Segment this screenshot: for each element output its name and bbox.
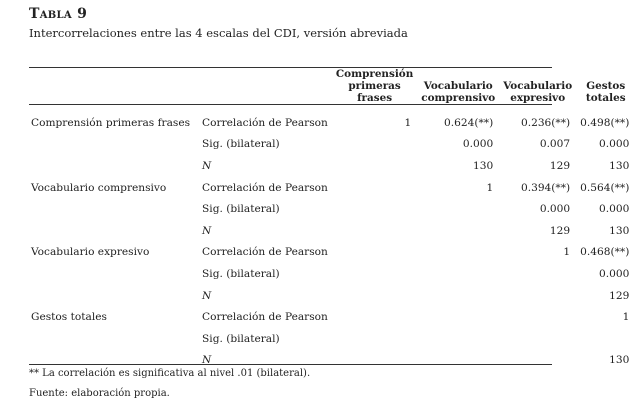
table-row bbox=[29, 177, 635, 199]
table-cell: 1 bbox=[486, 181, 494, 194]
table-cell: 0.000 bbox=[462, 138, 494, 151]
row-statistic-label: N bbox=[202, 159, 212, 172]
table-cell: 130 bbox=[472, 159, 494, 172]
table-row bbox=[29, 285, 635, 307]
table-cell bbox=[417, 328, 499, 350]
table-footnote: ** La correlación es significativa al nivel .01 (bilateral). bbox=[29, 368, 311, 379]
row-statistic-label: Correlación de Pearson bbox=[202, 246, 328, 259]
table-cell: 129 bbox=[549, 224, 571, 237]
row-variable-label: Vocabulario expresivo bbox=[31, 246, 150, 259]
table-cell bbox=[332, 328, 417, 350]
table-cell bbox=[332, 198, 417, 220]
table-cell: 0.007 bbox=[539, 138, 571, 151]
table-cell bbox=[576, 328, 635, 350]
table-cell bbox=[332, 306, 417, 328]
column-header: Vocabulario expresivo bbox=[503, 80, 573, 104]
table-cell: 1 bbox=[563, 246, 571, 259]
table-cell bbox=[332, 177, 417, 199]
table-row bbox=[29, 198, 635, 220]
row-variable-label bbox=[29, 198, 194, 220]
correlation-table bbox=[29, 68, 635, 371]
table-cell bbox=[332, 134, 417, 156]
table-source: Fuente: elaboración propia. bbox=[29, 388, 170, 399]
row-statistic-label: Sig. (bilateral) bbox=[202, 138, 280, 151]
table-cell: 0.624(**) bbox=[444, 116, 494, 129]
table-cell: 0.000 bbox=[599, 267, 630, 280]
table-row bbox=[29, 263, 635, 285]
table-cell bbox=[332, 155, 417, 177]
table-cell bbox=[417, 285, 499, 307]
table-cell: 0.498(**) bbox=[580, 116, 630, 129]
table-row bbox=[29, 306, 635, 328]
row-variable-label bbox=[29, 285, 194, 307]
row-variable-label bbox=[29, 155, 194, 177]
table-cell: 130 bbox=[609, 159, 630, 172]
header-blank-variable bbox=[29, 68, 194, 108]
row-statistic-label: Correlación de Pearson bbox=[202, 311, 328, 324]
table-cell bbox=[499, 263, 576, 285]
table-cell bbox=[417, 263, 499, 285]
table-cell: 0.394(**) bbox=[520, 181, 571, 194]
row-statistic-label: N bbox=[202, 289, 212, 302]
table-cell bbox=[417, 242, 499, 264]
table-label: Tabla 9 bbox=[29, 6, 88, 22]
table-cell: 0.000 bbox=[599, 203, 630, 216]
table-title: Intercorrelaciones entre las 4 escalas del CDI, versión abreviada bbox=[29, 26, 408, 40]
table-cell bbox=[332, 220, 417, 242]
row-variable-label bbox=[29, 134, 194, 156]
header-blank-statistic bbox=[194, 68, 332, 108]
table-cell bbox=[417, 350, 499, 372]
table-body bbox=[29, 108, 635, 371]
table-cell bbox=[499, 350, 576, 372]
row-statistic-label: Correlación de Pearson bbox=[202, 116, 328, 129]
row-statistic-label: N bbox=[202, 224, 212, 237]
row-variable-label bbox=[29, 263, 194, 285]
table-cell bbox=[332, 242, 417, 264]
table-row bbox=[29, 155, 635, 177]
table-cell: 0.236(**) bbox=[520, 116, 571, 129]
row-variable-label bbox=[29, 220, 194, 242]
row-statistic-label: Correlación de Pearson bbox=[202, 181, 328, 194]
table-cell bbox=[332, 263, 417, 285]
table-cell: 130 bbox=[609, 354, 630, 367]
row-variable-label bbox=[29, 328, 194, 350]
table-row bbox=[29, 242, 635, 264]
table-cell: 1 bbox=[622, 311, 630, 324]
table-cell: 1 bbox=[404, 116, 412, 129]
table-cell: 129 bbox=[609, 289, 630, 302]
table-row bbox=[29, 134, 635, 156]
table-cell bbox=[417, 198, 499, 220]
table-cell bbox=[332, 285, 417, 307]
table-cell: 129 bbox=[549, 159, 571, 172]
row-variable-label: Comprensión primeras frases bbox=[31, 116, 191, 129]
table-header-row bbox=[29, 68, 635, 108]
column-header: Vocabulario comprensivo bbox=[421, 80, 496, 104]
table-cell bbox=[499, 306, 576, 328]
row-statistic-label: Sig. (bilateral) bbox=[202, 267, 280, 280]
table-row bbox=[29, 220, 635, 242]
table-cell: 0.000 bbox=[539, 203, 571, 216]
table-row bbox=[29, 328, 635, 350]
table-cell bbox=[417, 306, 499, 328]
row-variable-label: Vocabulario comprensivo bbox=[31, 181, 167, 194]
table-row bbox=[29, 108, 635, 134]
table-cell bbox=[332, 350, 417, 372]
table-cell: 130 bbox=[609, 224, 630, 237]
row-statistic-label: Sig. (bilateral) bbox=[202, 332, 280, 345]
table-cell bbox=[417, 220, 499, 242]
table-cell bbox=[499, 285, 576, 307]
table-cell bbox=[499, 328, 576, 350]
column-header: Comprensión primeras frases bbox=[335, 68, 414, 104]
row-variable-label: Gestos totales bbox=[31, 311, 107, 324]
table-cell: 0.000 bbox=[599, 138, 630, 151]
row-statistic-label: Sig. (bilateral) bbox=[202, 203, 280, 216]
table-cell: 0.564(**) bbox=[580, 181, 630, 194]
column-header: Gestos totales bbox=[585, 80, 626, 104]
table-cell: 0.468(**) bbox=[580, 246, 630, 259]
row-statistic-label: N bbox=[202, 354, 212, 367]
